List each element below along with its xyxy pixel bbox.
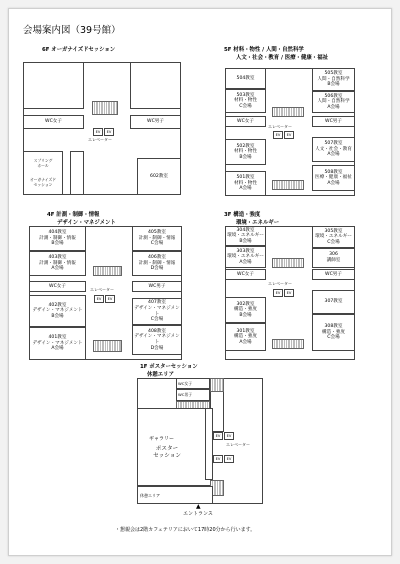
elevator-door: EV bbox=[273, 289, 283, 297]
floor-4f-title-1: 4F 計測・制御・情報 bbox=[47, 212, 100, 218]
wc-men-1f: WC男子 bbox=[178, 392, 192, 397]
floor-1f-title-2: 休憩エリア bbox=[147, 372, 174, 378]
wc-women-4f: WC女子 bbox=[49, 283, 66, 289]
room-403: 403教室 計測・制御・情報 A会場 bbox=[39, 255, 76, 272]
room-602: 602教室 bbox=[150, 173, 168, 179]
room-401: 401教室 デザイン・マネジメント A会場 bbox=[32, 335, 83, 352]
wc-men-6f: WC男子 bbox=[147, 119, 164, 125]
floor-5f-title-2: 人文・社会・教育 / 医療・健康・福祉 bbox=[236, 55, 328, 61]
elevator-label: エレベーター bbox=[88, 137, 112, 142]
wc-men-4f: WC男子 bbox=[148, 283, 166, 289]
room-301: 301教室 構造・強度 A会場 bbox=[234, 328, 257, 345]
elevator-door: EV bbox=[284, 131, 294, 139]
room-303: 303教室 環境・エネルギー A会場 bbox=[227, 248, 264, 265]
wc-men-3f: WC男子 bbox=[325, 271, 342, 277]
wc-women-6f: WC女子 bbox=[45, 119, 62, 125]
room-402: 402教室 デザイン・マネジメント B会場 bbox=[32, 302, 83, 319]
room-405: 405教室 計測・制御・情報 C会場 bbox=[138, 230, 176, 247]
gallery-label: ギャラリー bbox=[149, 436, 175, 442]
elevator-door: EV bbox=[224, 432, 234, 440]
elevator-label: エレベーター bbox=[268, 281, 292, 286]
banquet-note: ・懇親会は2階カフェテリアにおいて17時20分から行います。 bbox=[115, 527, 256, 533]
room-503: 503教室 材料・物性 C会場 bbox=[234, 92, 257, 109]
elevator-label: エレベーター bbox=[90, 287, 114, 292]
room-502: 502教室 材料・物性 B会場 bbox=[234, 143, 257, 160]
entrance-arrow-icon: ▲ bbox=[196, 503, 201, 510]
wc-women-5f: WC女子 bbox=[237, 118, 254, 124]
elevator-door: EV bbox=[104, 128, 114, 136]
organized-session: オーガナイズド セッション bbox=[29, 177, 57, 187]
room-307: 307教室 bbox=[324, 299, 343, 305]
entrance-label: エントランス bbox=[183, 511, 213, 517]
room-505: 505教室 人間・自然科学 B会場 bbox=[317, 71, 350, 88]
wc-men-5f: WC男子 bbox=[325, 118, 342, 124]
floor-1f-title-1: 1F ポスターセッション bbox=[140, 364, 198, 370]
elevator-door: EV bbox=[273, 131, 283, 139]
room-404: 404教室 計測・制御・情報 B会場 bbox=[39, 230, 76, 247]
wc-women-3f: WC女子 bbox=[237, 271, 254, 277]
elevator-label: エレベーター bbox=[268, 124, 292, 129]
elevator-door: EV bbox=[94, 295, 104, 303]
room-501: 501教室 材料・物性 A会場 bbox=[234, 175, 257, 192]
room-302: 302教室 構造・強度 B会場 bbox=[234, 301, 257, 318]
room-306: 306 講師室 bbox=[326, 252, 341, 263]
floor-5f-title-1: 5F 材料・物性 / 人間・自然科学 bbox=[224, 47, 304, 53]
elevator-door: EV bbox=[105, 295, 115, 303]
room-506: 506教室 人間・自然科学 A会場 bbox=[317, 93, 350, 110]
room-507: 507教室 人文・社会・教育 A会場 bbox=[315, 141, 352, 158]
room-407: 407教室 デザイン・マネジメント C会場 bbox=[134, 300, 180, 323]
floor-4f-title-2: デザイン・マネジメント bbox=[57, 220, 116, 226]
room-308: 308教室 構造・強度 C会場 bbox=[322, 324, 345, 341]
room-304: 304教室 環境・エネルギー B会場 bbox=[227, 227, 264, 244]
elevator-label: エレベーター bbox=[226, 442, 250, 447]
spring-hall: スプリング ホール bbox=[33, 158, 53, 168]
room-504: 504教室 bbox=[236, 75, 255, 81]
room-305: 305教室 環境・エネルギー C会場 bbox=[315, 228, 352, 245]
elevator-door: EV bbox=[284, 289, 294, 297]
poster-session: ポスター セッション bbox=[153, 446, 181, 459]
floor-3f-title-2: 環境・エネルギー bbox=[236, 220, 280, 226]
elevator-door: EV bbox=[93, 128, 103, 136]
room-406: 406教室 計測・制御・情報 D会場 bbox=[138, 255, 176, 272]
room-508: 508教室 医療・健康・福祉 A会場 bbox=[315, 169, 352, 186]
elevator-door: EV bbox=[213, 432, 223, 440]
elevator-door: EV bbox=[224, 455, 234, 463]
floor-6f-title: 6F オーガナイズドセッション bbox=[42, 47, 116, 53]
floor-3f-title-1: 3F 構造・強度 bbox=[224, 212, 261, 218]
wc-women-1f: WC女子 bbox=[178, 381, 192, 386]
page-title: 会場案内図（39号館） bbox=[23, 25, 121, 36]
elevator-door: EV bbox=[213, 455, 223, 463]
rest-area: 休憩エリア bbox=[140, 493, 160, 498]
room-408: 408教室 デザイン・マネジメント D会場 bbox=[134, 328, 180, 351]
